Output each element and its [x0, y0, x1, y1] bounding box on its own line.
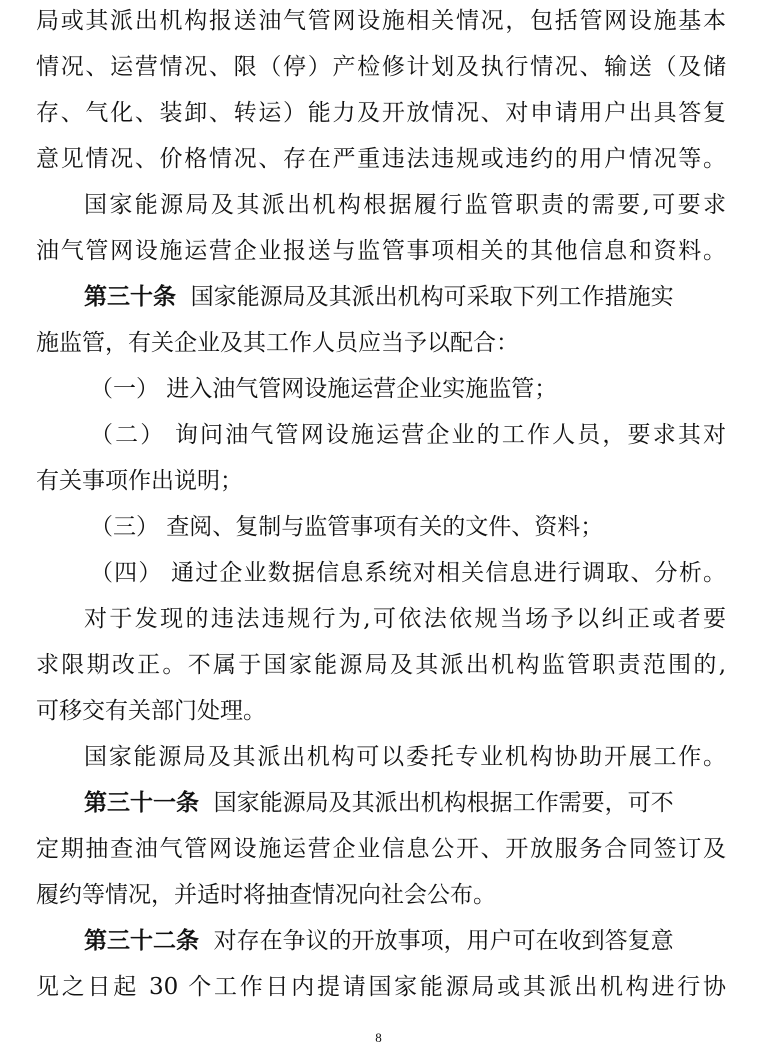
- text-line: 局或其派出机构报送油气管网设施相关情况，包括管网设施基本: [36, 8, 726, 34]
- list-item: （三） 查阅、复制与监管事项有关的文件、资料；: [90, 514, 604, 540]
- article-text: 对存在争议的开放事项，用户可在收到答复意: [213, 928, 674, 954]
- paragraph-first-line: 国家能源局及其派出机构根据履行监管职责的需要,可要求: [84, 192, 726, 218]
- text-line: 定期抽查油气管网设施运营企业信息公开、开放服务合同签订及: [36, 836, 726, 862]
- page-number: 8: [375, 1030, 382, 1045]
- article-heading: 第三十一条: [84, 789, 199, 816]
- article-text: 国家能源局及其派出机构可采取下列工作措施实: [190, 284, 674, 310]
- text-line: 情况、运营情况、限（停）产检修计划及执行情况、输送（及储: [36, 54, 726, 80]
- text-line: 施监管，有关企业及其工作人员应当予以配合：: [36, 330, 519, 356]
- text-line: 见之日起 30 个工作日内提请国家能源局或其派出机构进行协: [36, 974, 726, 1000]
- article-text: 国家能源局及其派出机构根据工作需要，可不: [213, 790, 674, 816]
- text-line: 求限期改正。不属于国家能源局及其派出机构监管职责范围的,: [36, 652, 726, 678]
- paragraph-first-line: 国家能源局及其派出机构可以委托专业机构协助开展工作。: [84, 744, 726, 770]
- text-line: 可移交有关部门处理。: [36, 698, 266, 724]
- text-line: 意见情况、价格情况、存在严重违法违规或违约的用户情况等。: [36, 146, 726, 172]
- article-32-first-line: [84, 926, 726, 956]
- article-heading: 第三十二条: [84, 927, 199, 954]
- text-line: 有关事项作出说明；: [36, 468, 243, 494]
- list-item: （二） 询问油气管网设施运营企业的工作人员，要求其对: [90, 422, 726, 448]
- list-item: （四） 通过企业数据信息系统对相关信息进行调取、分析。: [90, 560, 726, 586]
- text-line: 存、气化、装卸、转运）能力及开放情况、对申请用户出具答复: [36, 100, 726, 126]
- paragraph-first-line: 对于发现的违法违规行为,可依法依规当场予以纠正或者要: [84, 606, 726, 632]
- text-line: 履约等情况，并适时将抽查情况向社会公布。: [36, 882, 496, 908]
- article-heading: 第三十条: [84, 283, 176, 310]
- article-31-first-line: [84, 788, 726, 818]
- list-item: （一） 进入油气管网设施运营企业实施监管；: [90, 376, 558, 402]
- text-line: 油气管网设施运营企业报送与监管事项相关的其他信息和资料。: [36, 238, 726, 264]
- article-30-first-line: [84, 282, 726, 312]
